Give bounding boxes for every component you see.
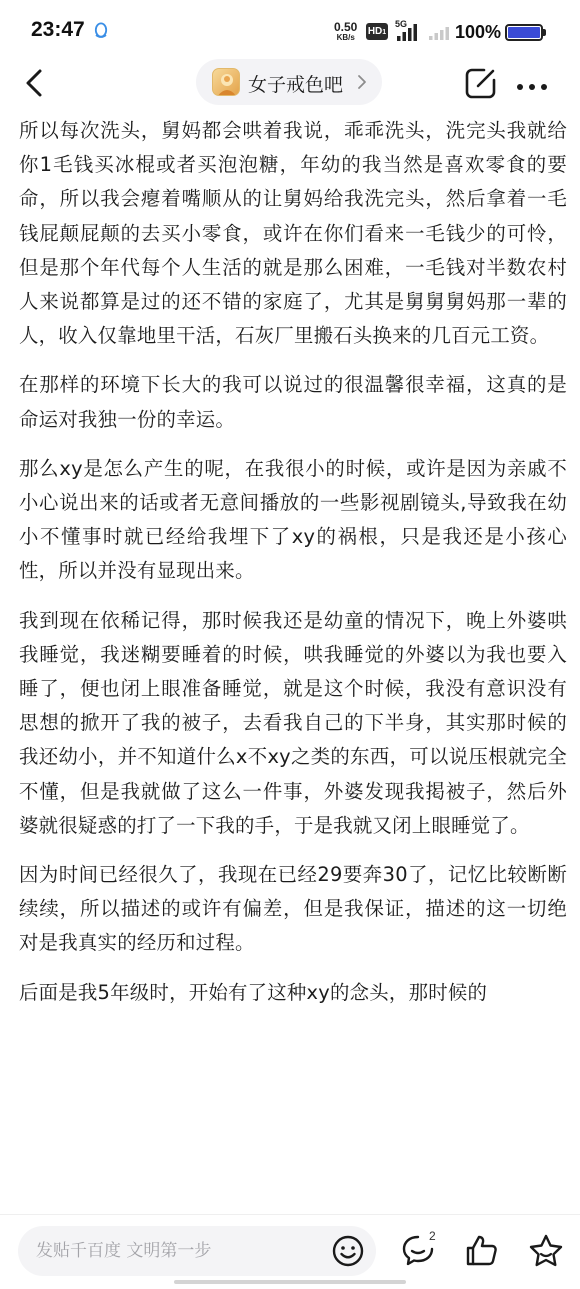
back-button[interactable] [20,63,54,103]
more-dots-icon [516,82,548,92]
reply-input[interactable] [18,1226,376,1276]
comment-button[interactable] [401,1229,441,1270]
post-paragraph: 后面是我5年级时，开始有了这种xy的念头，那时候的 [19,980,488,1004]
forum-name-pill[interactable] [196,59,382,105]
forum-avatar-icon [213,69,240,96]
emoji-smile-icon [331,1234,365,1268]
post-content [19,114,567,1216]
comment-count: 2 [429,1229,436,1243]
post-paragraph: 在那样的环境下长大的我可以说过的很温馨很幸福，这真的是命运对我独一份的幸运。 [19,373,567,431]
post-paragraph: 所以每次洗头，舅妈都会哄着我说，乖乖洗头，洗完头我就给你1毛钱买冰棍或者买泡泡糖，年幼的我当然是喜欢零食的要命，所以我会瘪着嘴顺从的让舅妈给我洗完头，然后拿着一毛钱屁颠屁颠的去买小零食，或许在你们看来一毛钱少的可怜，但是那个年代每个人生活的就是那么困难，一毛钱对半数农村人来说都算是过的还不错的家庭了，尤其是舅舅舅妈那一辈的人，收入仅靠地里干活，石灰厂里搬石头换来的几百元工资。 [19,119,567,348]
battery-percent: 100% [455,22,502,42]
forum-avatar [212,68,240,96]
battery-icon [505,24,543,41]
hd-badge [366,23,388,40]
edit-icon [464,66,498,100]
edit-button[interactable] [464,66,498,100]
battery-cap [543,29,546,36]
network-type: 5G [395,19,408,29]
post-paragraph: 因为时间已经很久了，我现在已经29要奔30了，记忆比较断断续续，所以描述的或许有偏差，但是我保证，描述的这一切绝对是我真实的经历和过程。 [19,863,567,955]
more-button[interactable] [516,77,548,87]
post-paragraph: 我到现在依稀记得，那时候我还是幼童的情况下，晚上外婆哄我睡觉，我迷糊要睡着的时候，哄我睡觉的外婆以为我也要入睡了，便也闭上眼准备睡觉，就是这个时候，我没有意识没有思想的掀开了我的被子，去看我自己的下半身，其实那时候的我还幼小，并不知道什么x不xy之类的东西，可以说压根就完全不懂，但是我就做了这么一件事，外婆发现我掲被子，然后外婆就很疑惑的打了一下我的手，于是我就又闭上眼睡觉了。 [19,608,567,837]
thumbs-up-icon [464,1233,500,1269]
qq-penguin-icon [93,22,109,40]
bottom-action-bar [0,1214,580,1289]
hd-sub: 1 [382,29,387,36]
secondary-signal-icon [428,26,452,40]
post-paragraph: 那么xy是怎么产生的呢，在我很小的时候，或许是因为亲戚不小心说出来的话或者无意间播放的一些影视剧镜头,导致我在幼小不懂事时就已经给我埋下了xy的祸根，只是我还是小孩心性，所以并没有显现出来。 [19,456,567,583]
favorite-button[interactable] [528,1233,564,1269]
forum-name: 女子戒色吧 [248,74,344,96]
status-time: 23:47 [31,18,85,41]
nav-bar [0,58,580,108]
network-speed-unit: KB/s [336,33,355,42]
emoji-button[interactable] [331,1234,365,1268]
chevron-right-icon [356,73,368,91]
status-bar [0,0,580,62]
home-indicator[interactable] [174,1280,406,1284]
star-icon [528,1233,564,1269]
like-button[interactable] [464,1233,500,1269]
signal-strength-icon [395,20,425,42]
chevron-left-icon [20,63,54,103]
battery-fill [508,27,540,38]
hd-label: HD [367,26,383,37]
network-speed-value: 0.50 [334,20,358,34]
network-speed [334,21,357,43]
